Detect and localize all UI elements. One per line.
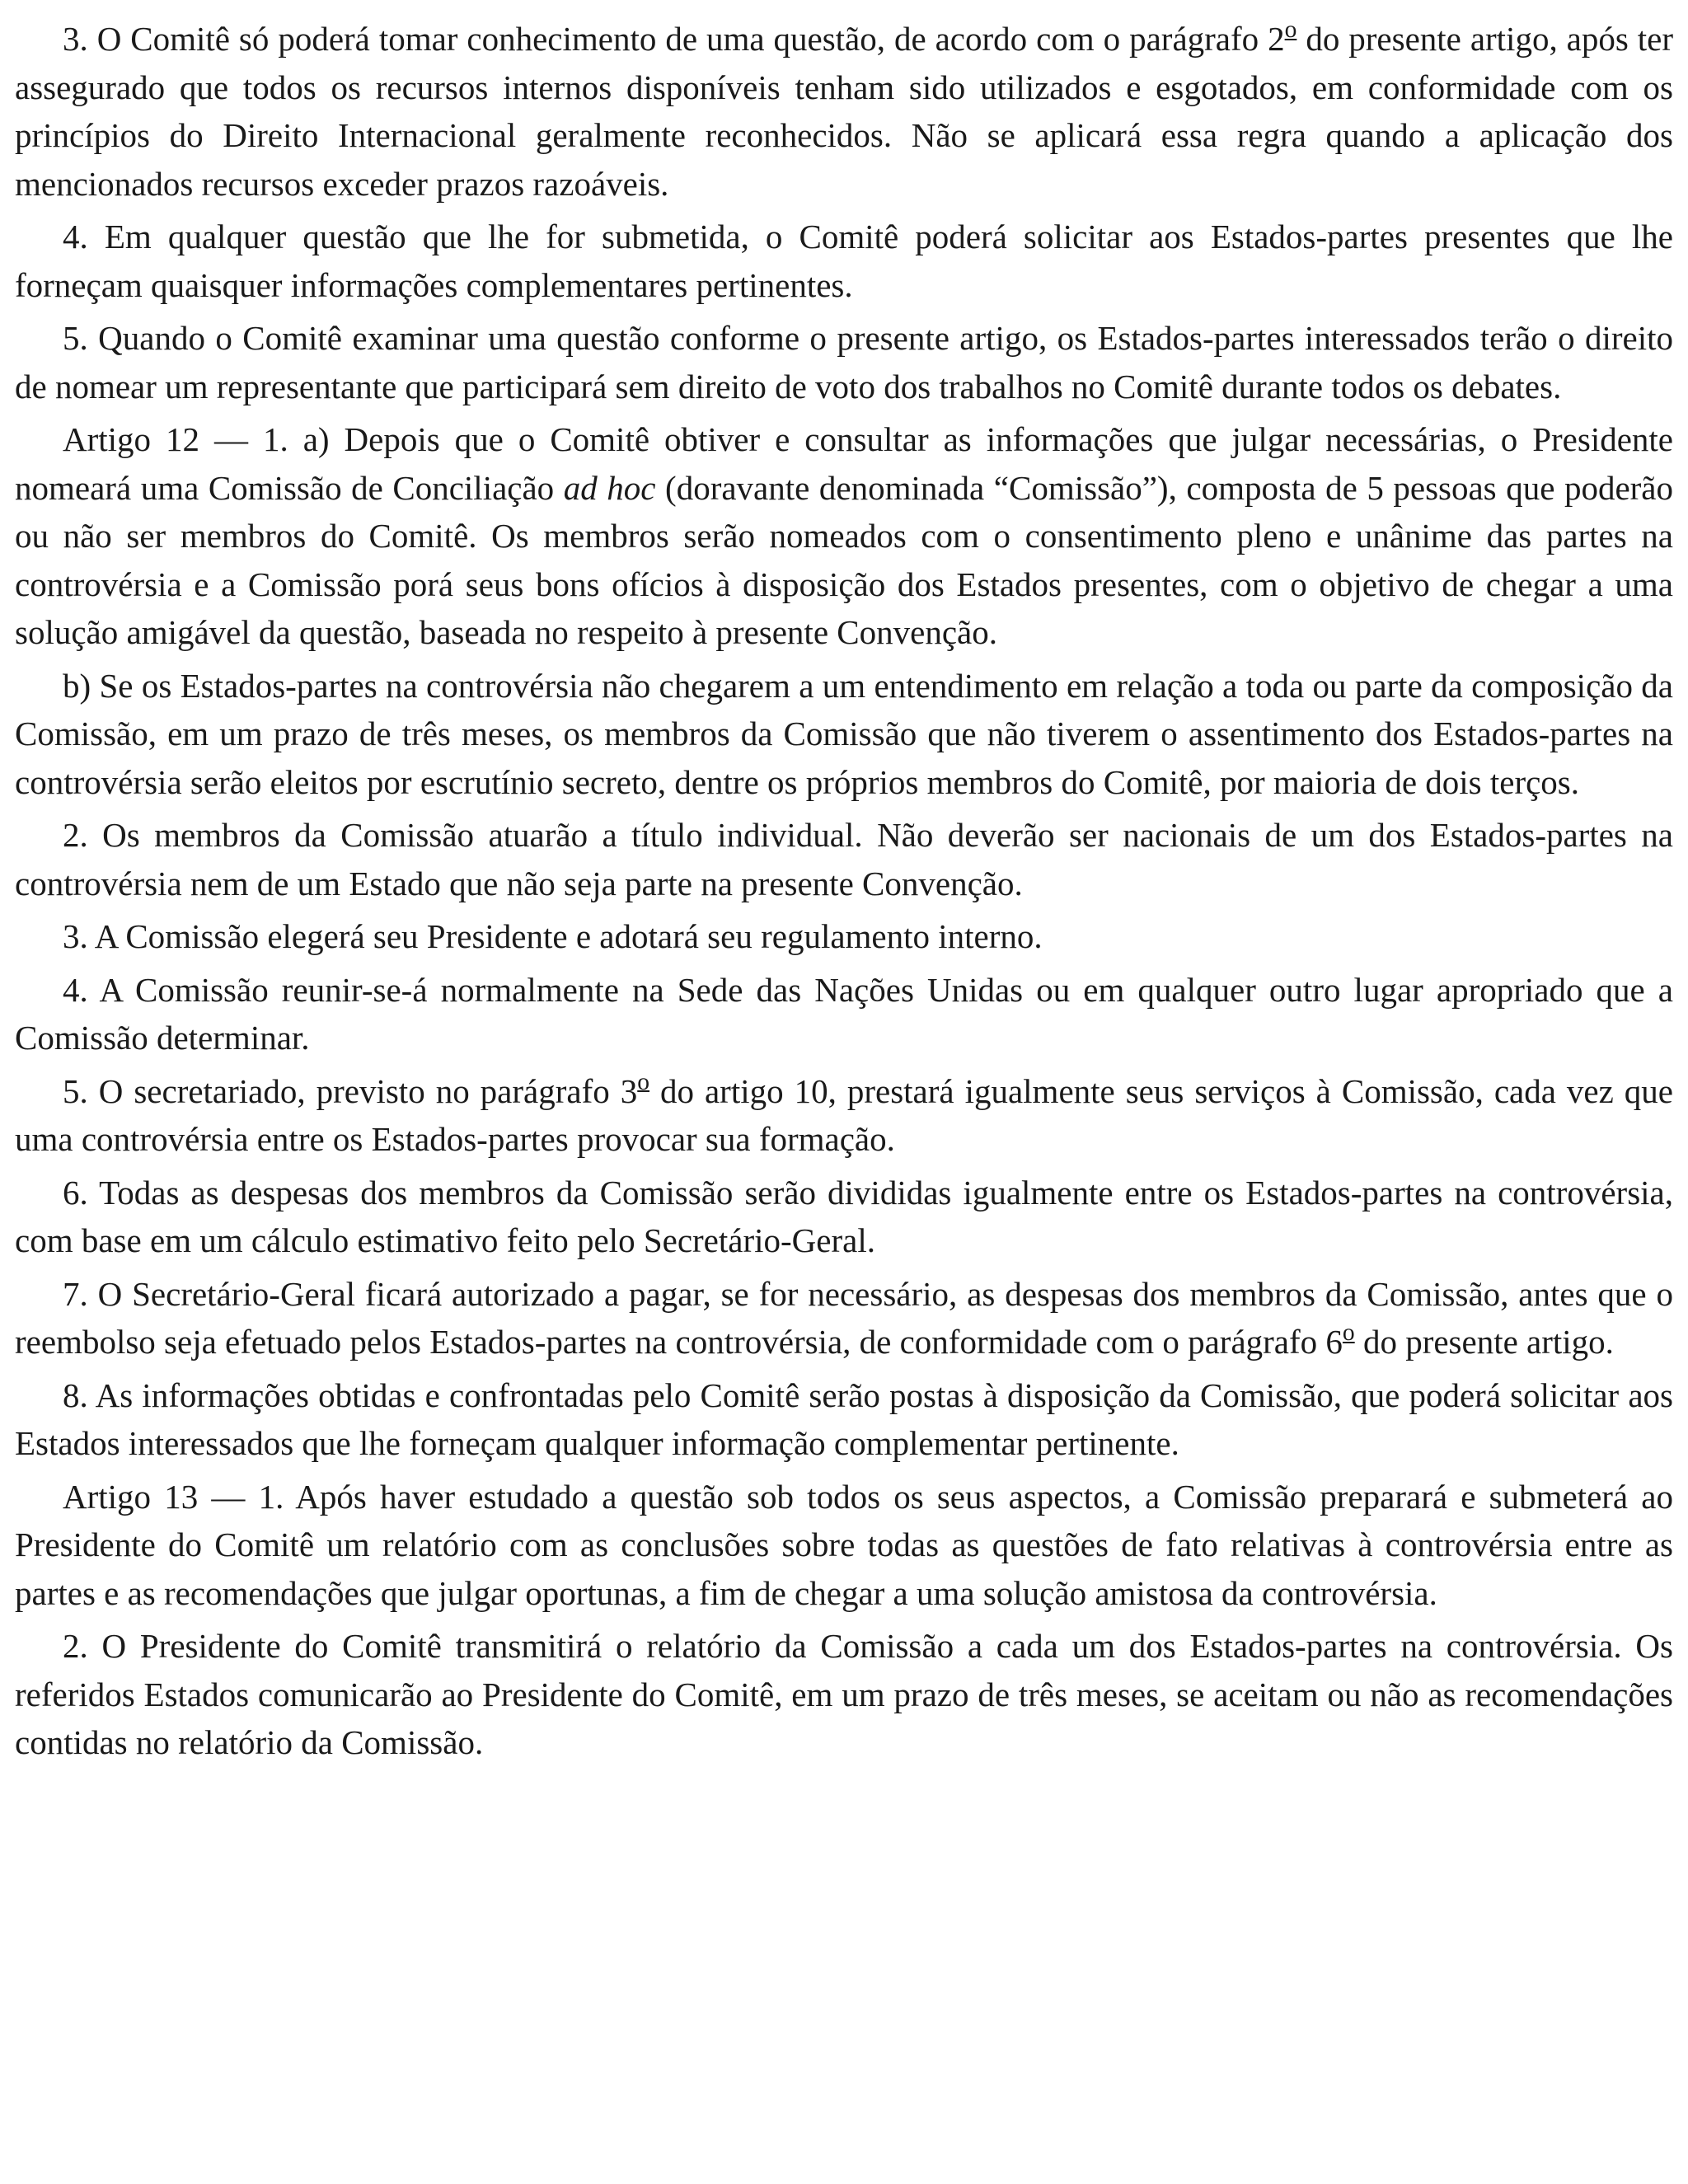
ordinal-indicator: o <box>1284 16 1297 43</box>
paragraph-art12-item8 <box>15 1371 1673 1468</box>
text-segment: (doravante denominada “Comissão”), composta de 5 pessoas que poderão ou não ser membros do Comitê. Os membros serão nomeados com o consentimento pleno e unânime das partes na controvérsia e a Comissão porá seus bons ofícios à disposição dos Estados presentes, com o objetivo de chegar a uma solução amigável da questão, baseada no respeito à presente Convenção. <box>15 468 1673 651</box>
paragraph-art12-item4 <box>15 966 1673 1062</box>
text-segment: 3. A Comissão elegerá seu Presidente e adotará seu regulamento interno. <box>63 917 1043 955</box>
text-segment: 6. Todas as despesas dos membros da Comissão serão divididas igualmente entre os Estados-partes na controvérsia, com base em um cálculo estimativo feito pelo Secretário-Geral. <box>15 1173 1673 1259</box>
italic-phrase: ad hoc <box>563 468 656 507</box>
text-segment: 5. Quando o Comitê examinar uma questão conforme o presente artigo, os Estados-partes interessados terão o direito de nomear um representante que participará sem direito de voto dos trabalhos no Comitê durante todos os debates. <box>15 319 1673 405</box>
text-segment: do presente artigo, após ter assegurado que todos os recursos internos disponíveis tenham sido utilizados e esgotados, em conformidade com os princípios do Direito Internacional geralmente reconhecidos. Não se aplicará essa regra quando a aplicação dos mencionados recursos exceder prazos razoáveis. <box>15 20 1673 203</box>
text-segment: 5. O secretariado, previsto no parágrafo 3 <box>63 1071 638 1110</box>
paragraph-art12-item1b <box>15 662 1673 807</box>
paragraph-art12-item7 <box>15 1270 1673 1366</box>
ordinal-indicator: o <box>637 1068 649 1095</box>
text-segment: 8. As informações obtidas e confrontadas pelo Comitê serão postas à disposição da Comissão, que poderá solicitar aos Estados interessados que lhe forneçam qualquer informação complementar pertinente. <box>15 1376 1673 1462</box>
paragraph-art13-item1 <box>15 1473 1673 1618</box>
paragraph-art12-item6 <box>15 1169 1673 1265</box>
text-segment: 2. O Presidente do Comitê transmitirá o relatório da Comissão a cada um dos Estados-partes na controvérsia. Os referidos Estados comunicarão ao Presidente do Comitê, em um prazo de três meses, se aceitam ou não as recomendações contidas no relatório da Comissão. <box>15 1627 1673 1761</box>
text-segment: 3. O Comitê só poderá tomar conhecimento de uma questão, de acordo com o parágrafo 2 <box>63 20 1285 58</box>
paragraph-art11-item4 <box>15 213 1673 309</box>
text-segment: b) Se os Estados-partes na controvérsia não chegarem a um entendimento em relação a toda ou parte da composição da Comissão, em um prazo de três meses, os membros da Comissão que não tiverem o assentimento dos Estados-partes na controvérsia serão eleitos por escrutínio secreto, dentre os próprios membros do Comitê, por maioria de dois terços. <box>15 666 1673 801</box>
text-segment: 4. Em qualquer questão que lhe for submetida, o Comitê poderá solicitar aos Estados-partes presentes que lhe forneçam quaisquer informações complementares pertinentes. <box>15 218 1673 304</box>
text-segment: Artigo 12 — 1. a) Depois que o Comitê obtiver e consultar as informações que julgar necessárias, o Presidente nomeará uma Comissão de Conciliação <box>15 420 1673 507</box>
paragraph-art12-item3 <box>15 912 1673 961</box>
ordinal-indicator: o <box>1342 1319 1355 1346</box>
paragraph-art12-item2 <box>15 811 1673 907</box>
paragraph-art11-item3 <box>15 15 1673 208</box>
paragraph-art12-item5 <box>15 1067 1673 1164</box>
text-segment: do presente artigo. <box>1354 1323 1614 1361</box>
paragraph-art13-item2 <box>15 1622 1673 1767</box>
paragraph-art12-item1a <box>15 415 1673 657</box>
text-segment: 7. O Secretário-Geral ficará autorizado a pagar, se for necessário, as despesas dos membros da Comissão, antes que o reembolso seja efetuado pelos Estados-partes na controvérsia, de conformidade com o parágrafo 6 <box>15 1274 1673 1361</box>
text-segment: do artigo 10, prestará igualmente seus serviços à Comissão, cada vez que uma controvérsia entre os Estados-partes provocar sua formação. <box>15 1071 1673 1158</box>
text-segment: 4. A Comissão reunir-se-á normalmente na Sede das Nações Unidas ou em qualquer outro lugar apropriado que a Comissão determinar. <box>15 970 1673 1057</box>
text-segment: 2. Os membros da Comissão atuarão a título individual. Não deverão ser nacionais de um dos Estados-partes na controvérsia nem de um Estado que não seja parte na presente Convenção. <box>15 816 1673 902</box>
text-segment: Artigo 13 — 1. Após haver estudado a questão sob todos os seus aspectos, a Comissão preparará e submeterá ao Presidente do Comitê um relatório com as conclusões sobre todas as questões de fato relativas à controvérsia entre as partes e as recomendações que julgar oportunas, a fim de chegar a uma solução amistosa da controvérsia. <box>15 1477 1673 1612</box>
paragraph-art11-item5 <box>15 314 1673 410</box>
